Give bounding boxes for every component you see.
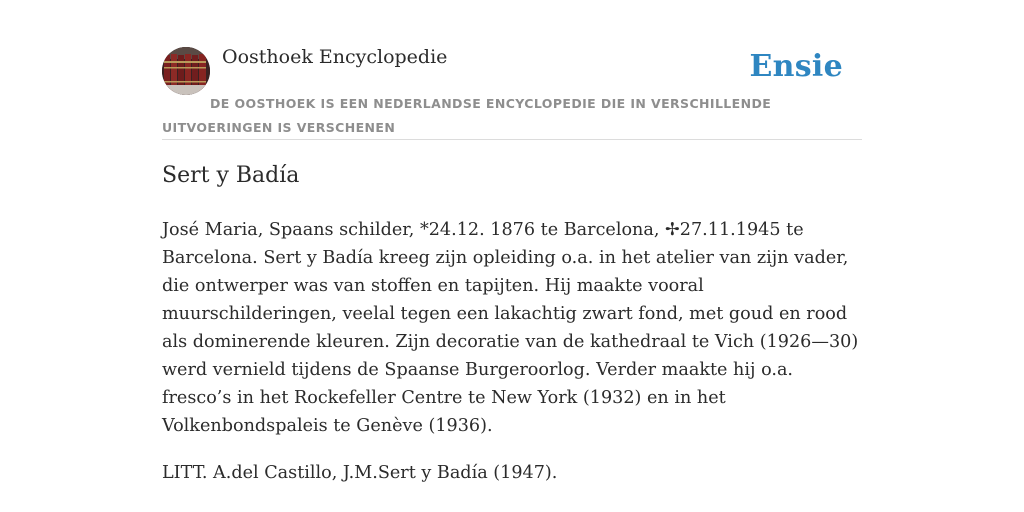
source-name[interactable]: Oosthoek Encyclopedie bbox=[222, 46, 448, 68]
encyclopedia-books-avatar[interactable] bbox=[162, 47, 210, 95]
header bbox=[162, 44, 862, 140]
article-title: Sert y Badía bbox=[162, 163, 300, 188]
article-literature: LITT. A.del Castillo, J.M.Sert y Badía (1947). bbox=[162, 463, 558, 483]
source-description: DE OOSTHOEK IS EEN NEDERLANDSE ENCYCLOPEDIE DIE IN VERSCHILLENDE UITVOERINGEN IS VERSCHENEN bbox=[162, 96, 772, 135]
ensie-logo-link[interactable]: Ensie bbox=[749, 49, 843, 84]
header-divider bbox=[162, 139, 862, 140]
article-paragraph: José Maria, Spaans schilder, *24.12. 1876 te Barcelona, ✢27.11.1945 te Barcelona. Sert y Badía kreeg zijn opleiding o.a. in het atelier van zijn vader, die ontwerper was van stoffen en tapijten. Hij maakte vooral muurschilderingen, veelal tegen een lakachtig zwart fond, met goud en rood als dominerende kleuren. Zijn decoratie van de kathedraal te Vich (1926—30) werd vernield tijdens de Spaanse Burgeroorlog. Verder maakte hij o.a. fresco’s in het Rockefeller Centre te New York (1932) en in het Volkenbondspaleis te Genève (1936). bbox=[162, 220, 859, 436]
article-body bbox=[162, 216, 862, 487]
